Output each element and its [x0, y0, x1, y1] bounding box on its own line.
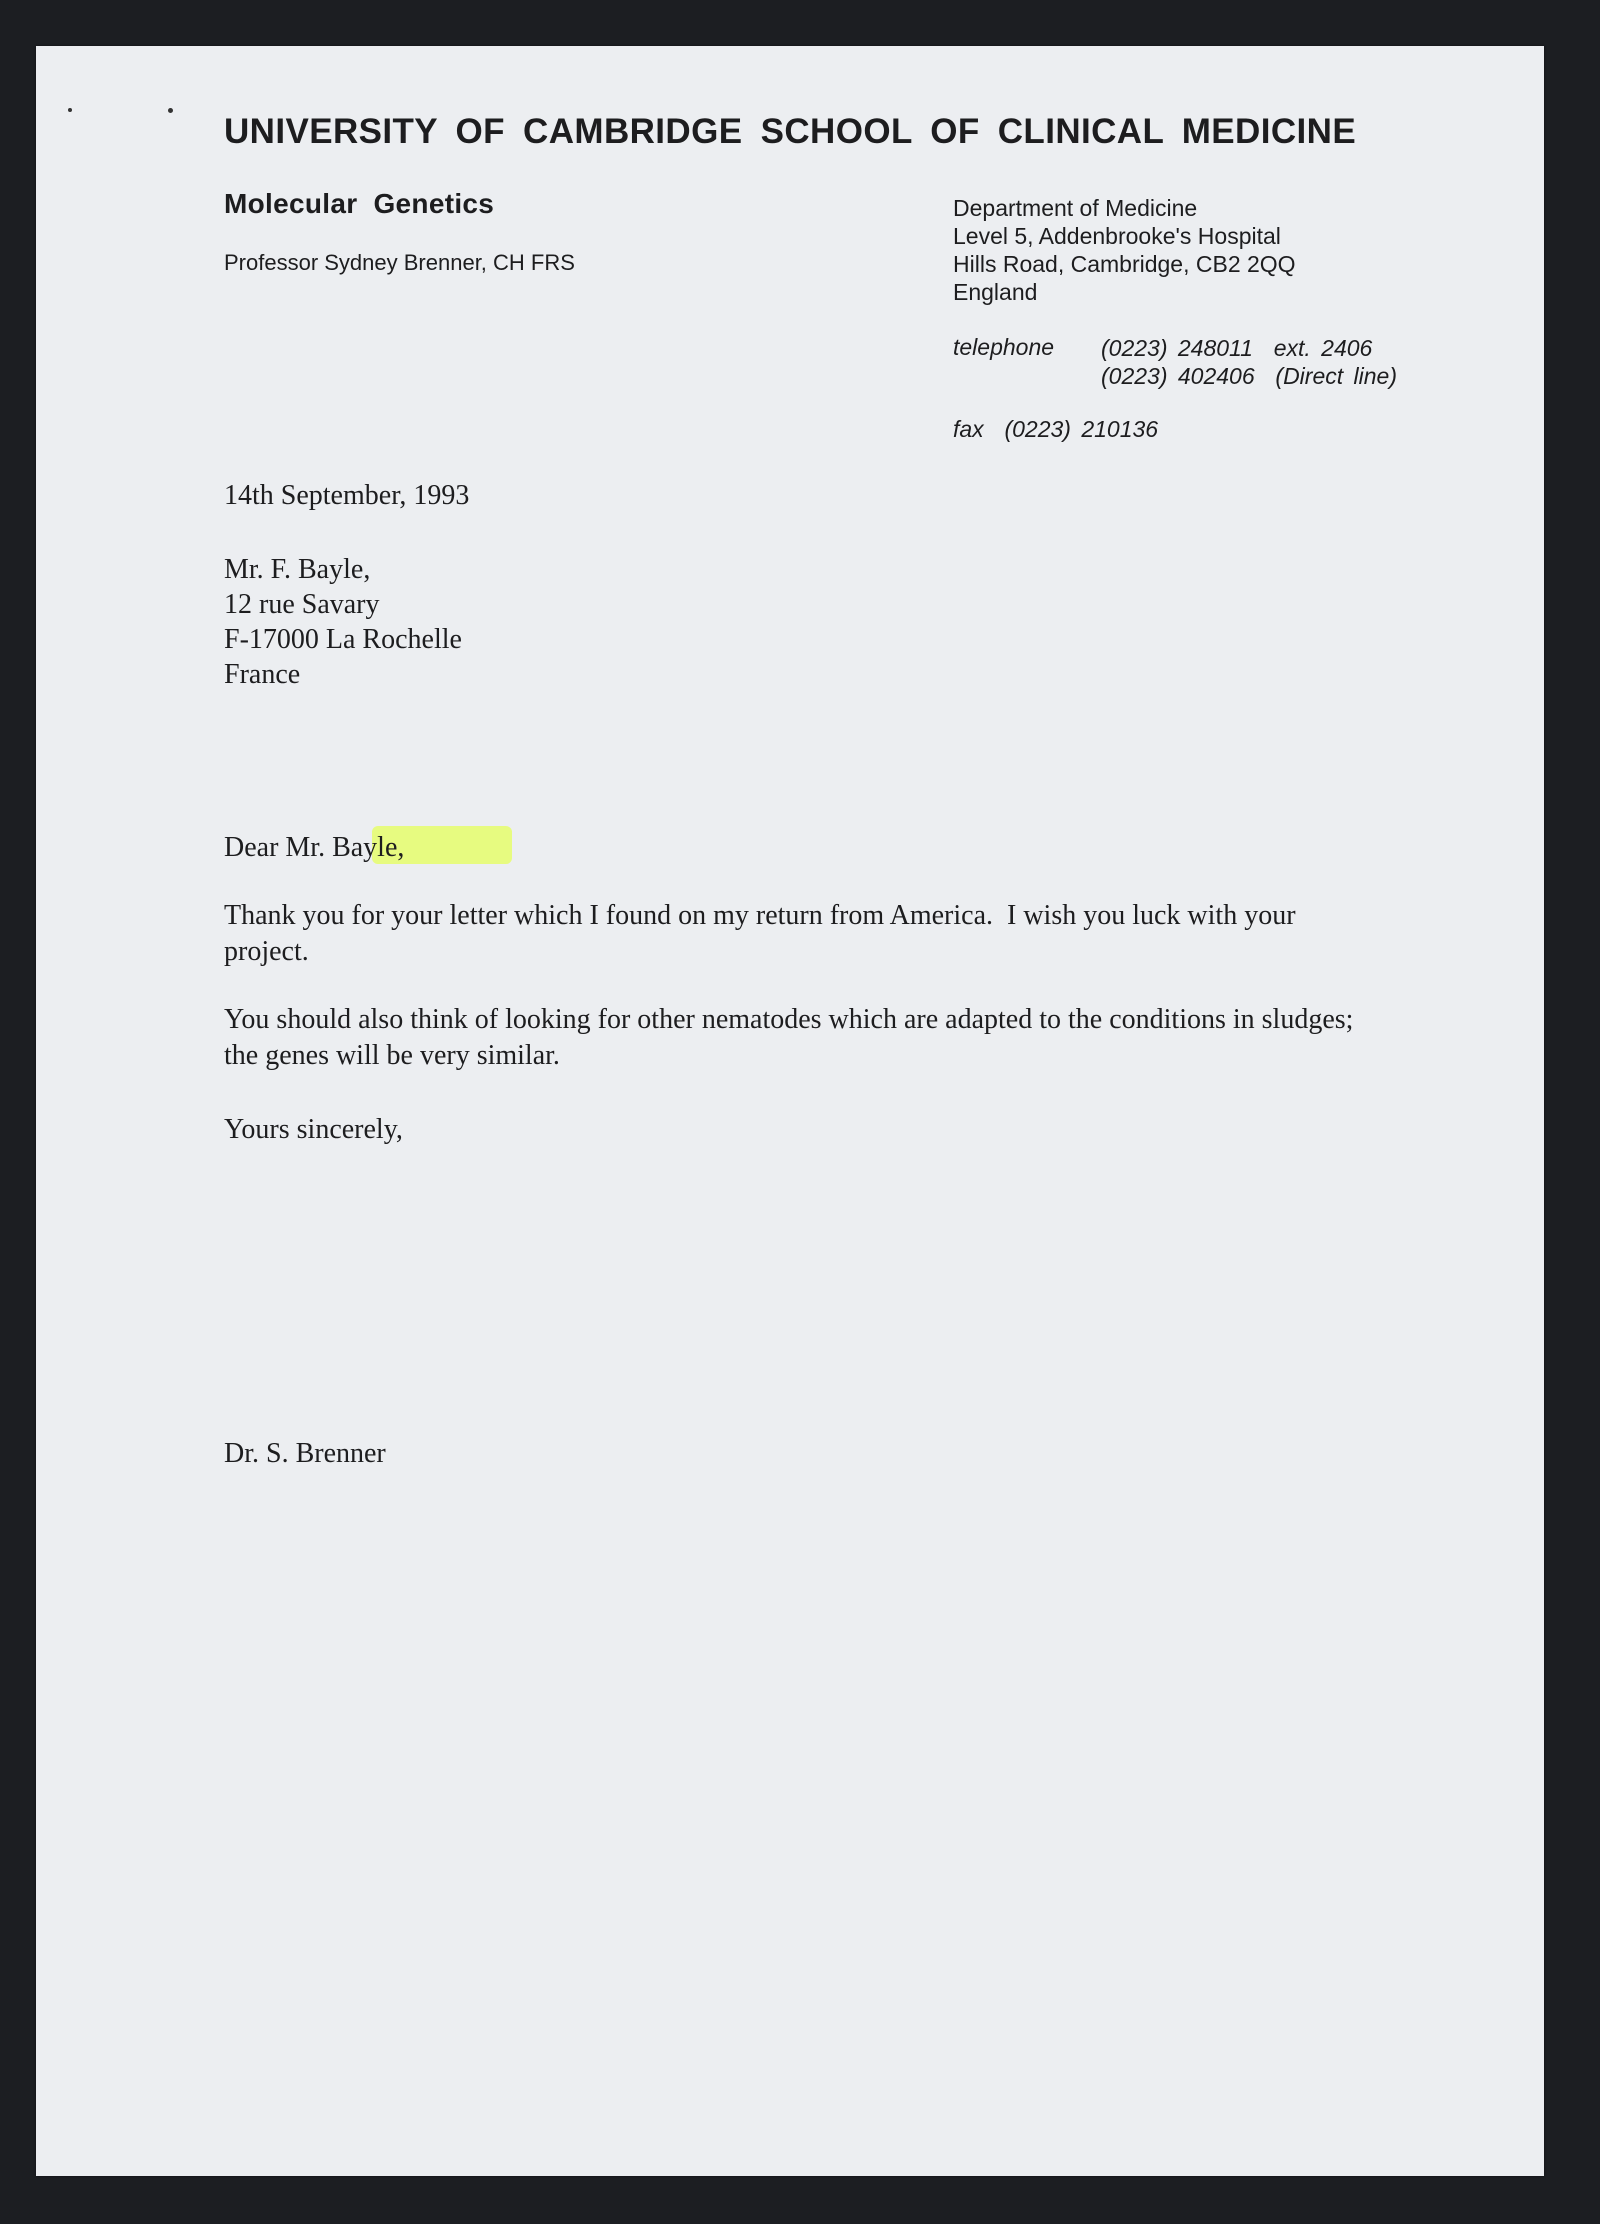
- telephone-line: (0223) 402406 (Direct line): [1101, 363, 1397, 389]
- institution-title: UNIVERSITY OF CAMBRIDGE SCHOOL OF CLINICAL MEDICINE: [224, 112, 1357, 151]
- salutation: Dear Mr. Bayle,: [224, 832, 405, 863]
- paper-speck: [68, 108, 72, 112]
- body-paragraph: You should also think of looking for other nematodes which are adapted to the conditions in sludges; the genes will be very similar.: [224, 1004, 1354, 1071]
- telephone-line: (0223) 248011 ext. 2406: [1101, 335, 1373, 361]
- telephone-numbers: [1101, 334, 1397, 390]
- letter-date: 14th September, 1993: [224, 480, 470, 511]
- closing: Yours sincerely,: [224, 1114, 403, 1145]
- address-line: Hills Road, Cambridge, CB2 2QQ: [953, 251, 1296, 277]
- signatory-name: Dr. S. Brenner: [224, 1438, 386, 1469]
- address-line: England: [953, 279, 1038, 305]
- fax-number: fax (0223) 210136: [953, 416, 1159, 442]
- department-address: [953, 194, 1296, 306]
- telephone-label: telephone: [953, 334, 1055, 360]
- professor-name: Professor Sydney Brenner, CH FRS: [224, 250, 575, 275]
- recipient-line: F-17000 La Rochelle: [224, 624, 462, 655]
- body-paragraph: Thank you for your letter which I found on my return from America. I wish you luck with your project.: [224, 900, 1303, 967]
- paper-speck: [168, 108, 173, 113]
- address-line: Level 5, Addenbrooke's Hospital: [953, 223, 1281, 249]
- address-line: Department of Medicine: [953, 195, 1198, 221]
- recipient-line: Mr. F. Bayle,: [224, 554, 371, 585]
- recipient-line: France: [224, 659, 301, 690]
- letter-page: [36, 46, 1544, 2176]
- recipient-line: 12 rue Savary: [224, 589, 380, 620]
- unit-name: Molecular Genetics: [224, 188, 495, 219]
- recipient-address: [224, 552, 462, 692]
